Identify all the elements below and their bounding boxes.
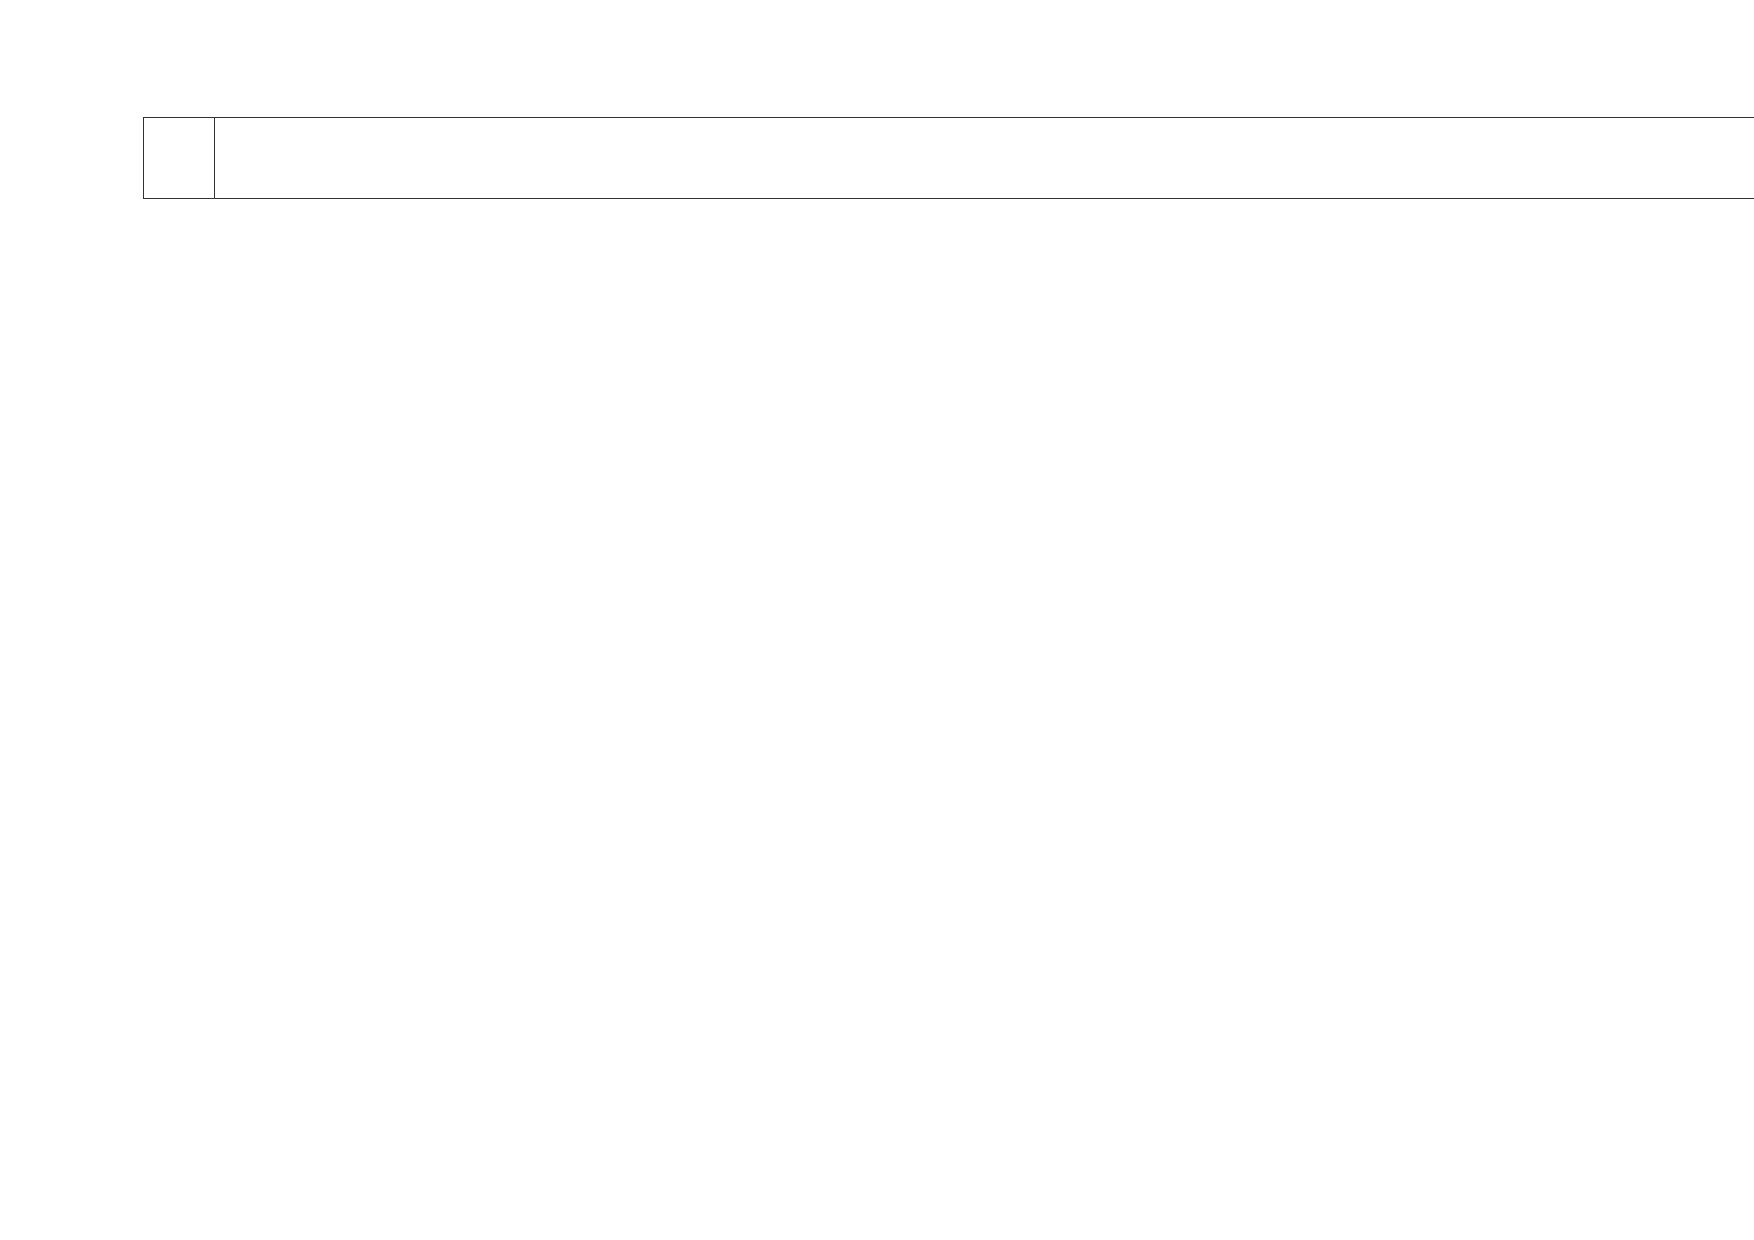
subprogram-number	[144, 118, 215, 199]
subprogram-header	[215, 118, 1754, 199]
subprogram-row	[144, 118, 1754, 199]
indicators-table	[143, 117, 1754, 199]
